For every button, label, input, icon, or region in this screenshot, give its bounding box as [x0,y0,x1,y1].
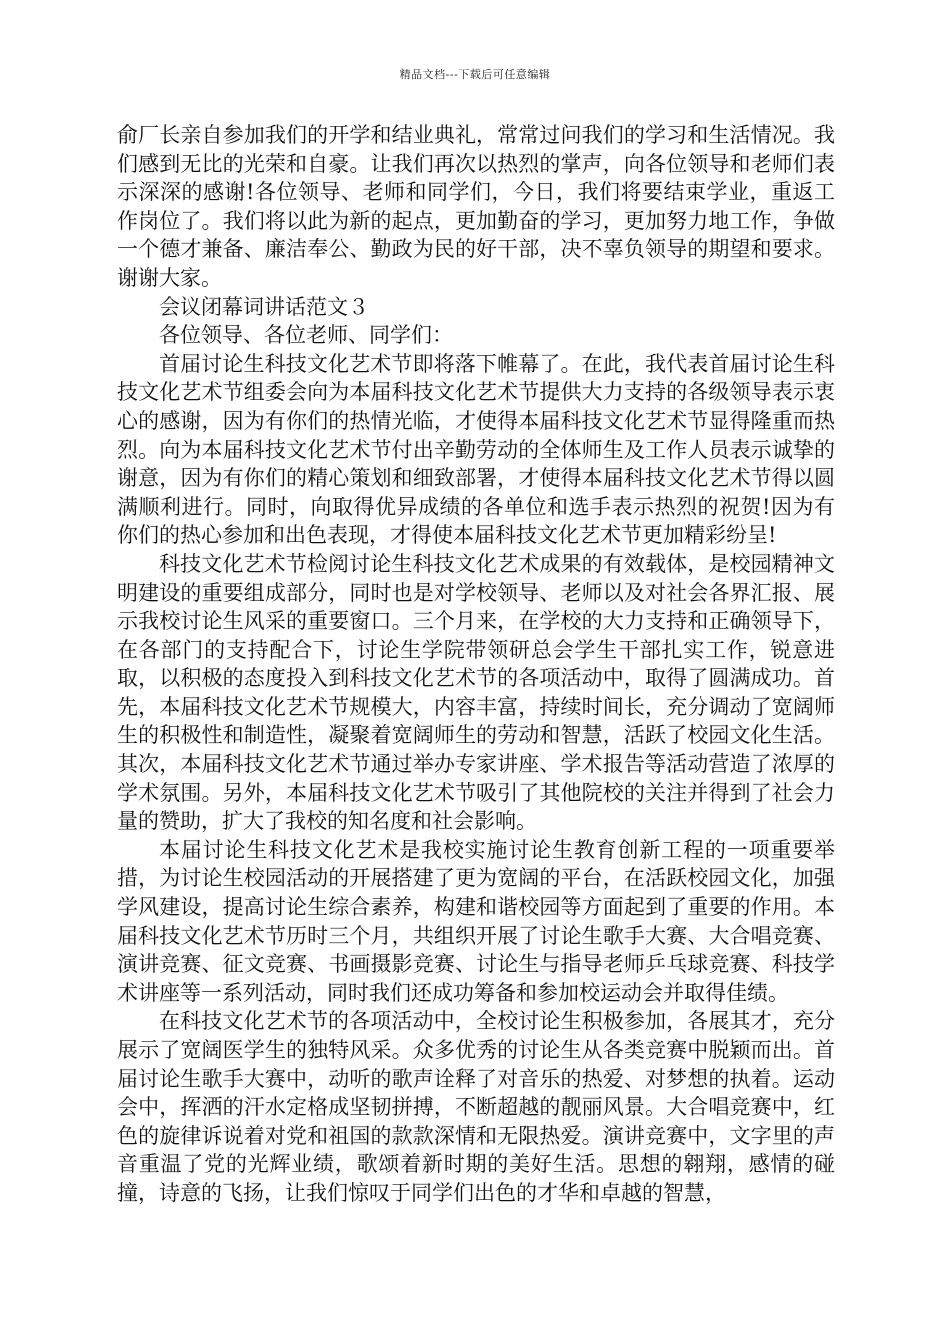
salutation: 各位领导、各位老师、同学们： [159,323,453,348]
section-title: 会议闭幕词讲话范文３ [159,294,369,319]
paragraph: 科技文化艺术节检阅讨论生科技文化艺术成果的有效载体，是校园精神文明建设的重要组成部分，同时也是对学校领导、老师以及对社会各界汇报、展示我校讨论生风采的重要窗口。三个月来，在学校的大力支持和正确领导下，在各部门的支持配合下，讨论生学院带领研总会学生干部扎实工作，锐意进取，以积极的态度投入到科技文化艺术节的各项活动中，取得了圆满成功。首先，本届科技文化艺术节规模大，内容丰富，持续时间长，充分调动了宽阔师生的积极性和制造性，凝聚着宽阔师生的劳动和智慧，活跃了校园文化生活。其次，本届科技文化艺术节通过举办专家讲座、学术报告等活动营造了浓厚的学术氛围。另外，本届科技文化艺术节吸引了其他院校的关注并得到了社会力量的赞助，扩大了我校的知名度和社会影响。 [117,551,835,834]
paragraph: 首届讨论生科技文化艺术节即将落下帷幕了。在此，我代表首届讨论生科技文化艺术节组委会向为本届科技文化艺术节提供大力支持的各级领导表示衷心的感谢，因为有你们的热情光临，才使得本届科技文化艺术节显得隆重而热烈。向为本届科技文化艺术节付出辛勤劳动的全体师生及工作人员表示诚挚的谢意，因为有你们的精心策划和细致部署，才使得本届科技文化艺术节得以圆满顺利进行。同时，向取得优异成绩的各单位和选手表示热烈的祝贺!因为有你们的热心参加和出色表现，才得使本届科技文化艺术节更加精彩纷呈! [117,351,835,548]
paragraph: 在科技文化艺术节的各项活动中，全校讨论生积极参加，各展其才，充分展示了宽阔医学生的独特风采。众多优秀的讨论生从各类竞赛中脱颖而出。首届讨论生歌手大赛中，动听的歌声诠释了对音乐的热爱、对梦想的执着。运动会中，挥洒的汗水定格成坚韧拼搏，不断超越的靓丽风景。大合唱竞赛中，红色的旋律诉说着对党和祖国的款款深情和无限热爱。演讲竞赛中，文字里的声音重温了党的光辉业绩，歌颂着新时期的美好生活。思想的翱翔，感情的碰撞，诗意的飞扬，让我们惊叹于同学们出色的才华和卓越的智慧， [117,1009,835,1205]
page-header: 精品文档---下载后可任意编辑 [399,68,551,81]
paragraph-continuation: 俞厂长亲自参加我们的开学和结业典礼，常常过问我们的学习和生活情况。我们感到无比的光荣和自豪。让我们再次以热烈的掌声，向各位领导和老师们表示深深的感谢!各位领导、老师和同学们，今日，我们将要结束学业，重返工作岗位了。我们将以此为新的起点，更加勤奋的学习，更加努力地工作，争做一个德才兼备、廉洁奉公、勤政为民的好干部，决不辜负领导的期望和要求。谢谢大家。 [117,123,835,290]
document-body [117,121,835,1208]
paragraph: 本届讨论生科技文化艺术是我校实施讨论生教育创新工程的一项重要举措，为讨论生校园活动的开展搭建了更为宽阔的平台，在活跃校园文化，加强学风建设，提高讨论生综合素养，构建和谐校园等方面起到了重要的作用。本届科技文化艺术节历时三个月，共组织开展了讨论生歌手大赛、大合唱竞赛、演讲竞赛、征文竞赛、书画摄影竞赛、讨论生与指导老师乒乓球竞赛、科技学术讲座等一系列活动，同时我们还成功筹备和参加校运动会并取得佳绩。 [117,837,835,1005]
